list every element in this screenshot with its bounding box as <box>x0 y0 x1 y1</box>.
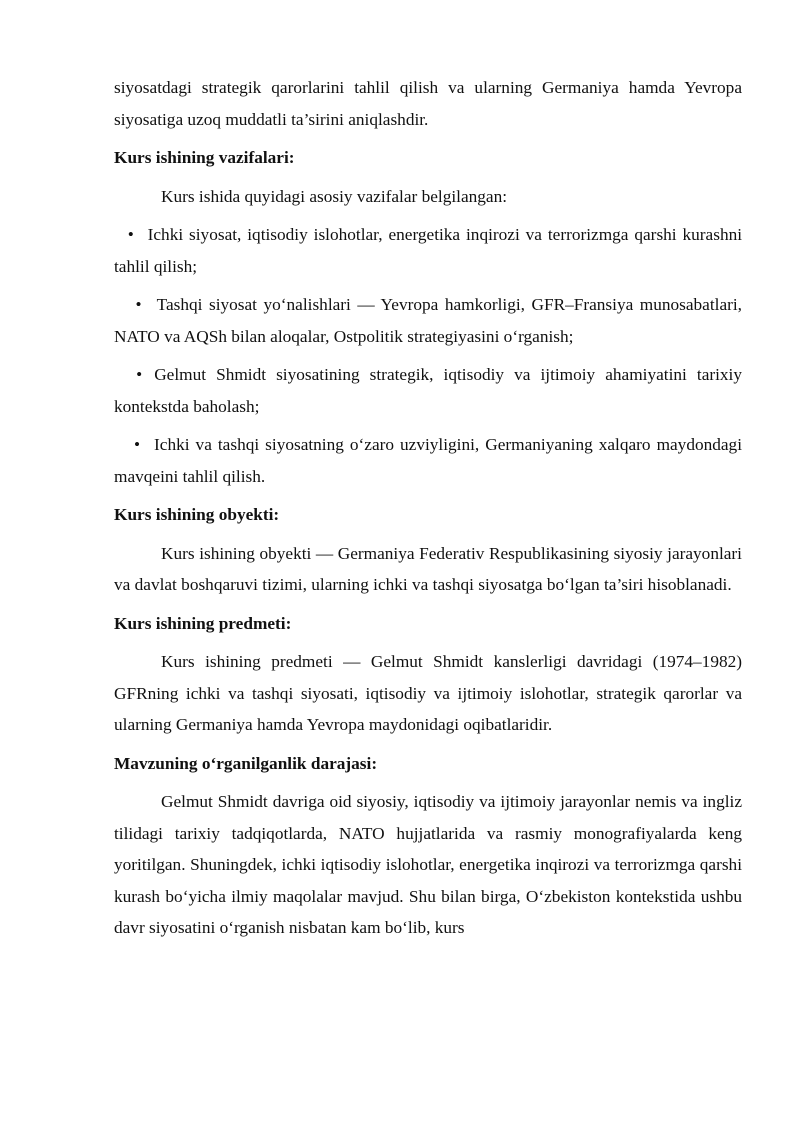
study-level-paragraph: Gelmut Shmidt davriga oid siyosiy, iqtisodiy va ijtimoiy jarayonlar nemis va ingliz tilidagi tarixiy tadqiqotlarda, NATO hujjatlarida va rasmiy monografiyalarda keng yoritilgan. Shuningdek, ichki iqtisodiy islohotlar, energetika inqirozi va terrorizmga qarshi kurash bo‘yicha ilmiy maqolalar mavjud. Shu bilan birga, O‘zbekiston kontekstida ushbu davr siyosatini o‘rganish nisbatan kam bo‘lib, kurs <box>114 792 742 937</box>
tasks-heading: Kurs ishining vazifalari: <box>114 148 295 167</box>
task-item <box>114 359 742 422</box>
document-page <box>114 72 742 944</box>
subject-heading: Kurs ishining predmeti: <box>114 613 292 633</box>
bullet-icon: • <box>135 295 142 314</box>
bullet-icon: • <box>136 365 143 384</box>
object-heading: Kurs ishining obyekti: <box>114 505 280 524</box>
task-item-text: Gelmut Shmidt siyosatining strategik, iqtisodiy va ijtimoiy ahamiyatini tarixiy kontekstda baholash; <box>114 365 742 416</box>
task-item-text: Ichki va tashqi siyosatning o‘zaro uzviyligini, Germaniyaning xalqaro maydondagi mavqeini tahlil qilish. <box>114 435 742 486</box>
task-item <box>114 289 742 352</box>
task-item-text: Tashqi siyosat yo‘nalishlari — Yevropa hamkorligi, GFR–Fransiya munosabatlari, NATO va AQSh bilan aloqalar, Ostpolitik strategiyasini o‘rganish; <box>114 295 743 346</box>
object-paragraph: Kurs ishining obyekti — Germaniya Federativ Respublikasining siyosiy jarayonlari va davlat boshqaruvi tizimi, ularning ichki va tashqi siyosatga bo‘lgan ta’siri hisoblanadi. <box>114 543 742 594</box>
task-item <box>114 219 742 282</box>
bullet-icon: • <box>134 435 141 454</box>
task-item <box>114 429 742 492</box>
study-level-heading: Mavzuning o‘rganilganlik darajasi: <box>114 753 378 773</box>
bullet-icon: • <box>127 225 134 244</box>
intro-paragraph: siyosatdagi strategik qarorlarini tahlil qilish va ularning Germaniya hamda Yevropa siyosatiga uzoq muddatli ta’sirini aniqlashdir. <box>114 78 742 129</box>
tasks-lead-paragraph: Kurs ishida quyidagi asosiy vazifalar belgilangan: <box>161 186 508 206</box>
task-item-text: Ichki siyosat, iqtisodiy islohotlar, energetika inqirozi va terrorizmga qarshi kurashni tahlil qilish; <box>114 225 743 276</box>
subject-paragraph: Kurs ishining predmeti — Gelmut Shmidt kanslerligi davridagi (1974–1982) GFRning ichki va tashqi siyosati, iqtisodiy va ijtimoiy islohotlar, strategik qarorlar va ularning Germaniya hamda Yevropa maydonidagi oqibatlaridir. <box>114 652 742 734</box>
